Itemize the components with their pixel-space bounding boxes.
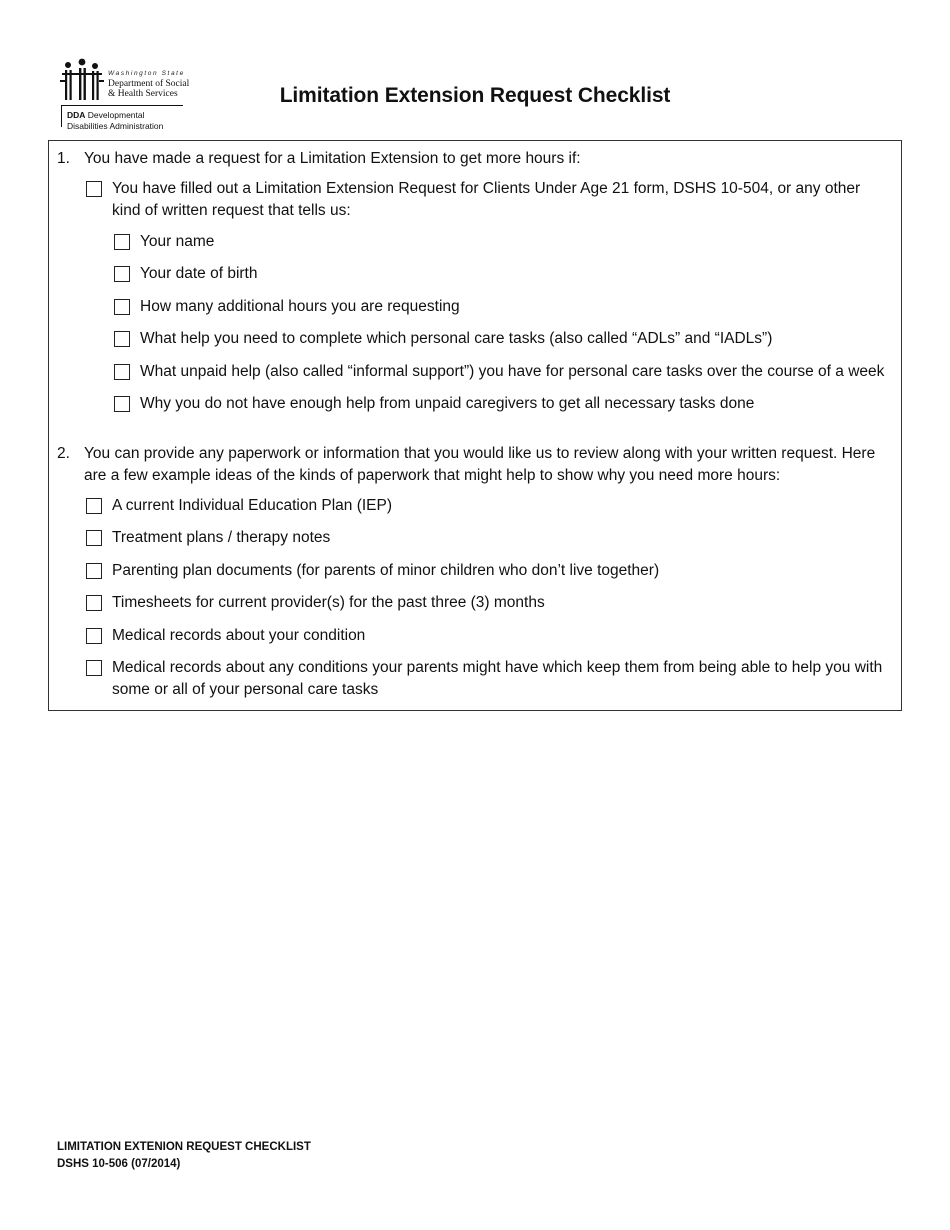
- logo-dda-line2: Disabilities Administration: [67, 120, 164, 131]
- written-request-label-line1: You have filled out a Limitation Extension Request for Clients Under Age 21 form, DSHS 10-504, or any other: [112, 180, 861, 197]
- unpaid-help-checkbox[interactable]: [114, 364, 130, 380]
- footer-form-number: DSHS 10-506 (07/2014): [57, 1158, 181, 1170]
- section1-number: 1.: [57, 150, 70, 167]
- page-title: Limitation Extension Request Checklist: [279, 84, 671, 107]
- parenting-plan-checkbox[interactable]: [86, 563, 102, 579]
- date-of-birth-checkbox[interactable]: [114, 266, 130, 282]
- date-of-birth-label: Your date of birth: [140, 265, 258, 282]
- additional-hours-label: How many additional hours you are requesting: [140, 298, 460, 315]
- iep-checkbox[interactable]: [86, 498, 102, 514]
- medical-records-parents-line1: Medical records about any conditions your parents might have which keep them from being able to help you with: [112, 659, 883, 676]
- treatment-plans-label: Treatment plans / therapy notes: [112, 529, 331, 546]
- help-needed-checkbox[interactable]: [114, 331, 130, 347]
- logo-dda-text: [67, 110, 163, 131]
- section2-number: 2.: [57, 445, 70, 462]
- parenting-plan-label: Parenting plan documents (for parents of minor children who don’t live together): [112, 562, 660, 579]
- medical-records-parents-line2: some or all of your personal care tasks: [112, 680, 379, 698]
- medical-records-condition-label: Medical records about your condition: [112, 627, 366, 644]
- additional-hours-checkbox[interactable]: [114, 299, 130, 315]
- help-needed-label: What help you need to complete which personal care tasks (also called “ADLs” and “IADLs”): [140, 330, 773, 347]
- timesheets-label: Timesheets for current provider(s) for the past three (3) months: [112, 594, 545, 611]
- logo-dda-line1: Developmental: [87, 110, 145, 120]
- logo-department-line2: & Health Services: [108, 89, 178, 99]
- logo-dda-abbr: DDA: [67, 110, 86, 120]
- section1-question: You have made a request for a Limitation Extension to get more hours if:: [84, 150, 581, 167]
- footer-form-title: LIMITATION EXTENION REQUEST CHECKLIST: [57, 1141, 311, 1153]
- written-request-checkbox[interactable]: [86, 181, 102, 197]
- logo-divider-vertical: [61, 105, 62, 127]
- treatment-plans-checkbox[interactable]: [86, 530, 102, 546]
- medical-records-parents-label: [112, 657, 882, 700]
- section2-question: [84, 443, 875, 486]
- section2-question-line2: are a few example ideas of the kinds of paperwork that might help to show why you need more hours:: [84, 466, 781, 484]
- logo-department-line1: Department of Social: [108, 79, 190, 89]
- unpaid-help-label: What unpaid help (also called “informal support”) you have for personal care tasks over the course of a week: [140, 363, 885, 380]
- your-name-checkbox[interactable]: [114, 234, 130, 250]
- written-request-label-line2: kind of written request that tells us:: [112, 201, 351, 219]
- not-enough-help-checkbox[interactable]: [114, 396, 130, 412]
- section2-question-line1: You can provide any paperwork or information that you would like us to review along with your written request. Here: [84, 445, 876, 462]
- written-request-label: [112, 178, 860, 221]
- iep-label: A current Individual Education Plan (IEP): [112, 497, 393, 514]
- logo-state-text: Washington State: [108, 70, 185, 77]
- not-enough-help-label: Why you do not have enough help from unpaid caregivers to get all necessary tasks done: [140, 395, 755, 412]
- medical-records-parents-checkbox[interactable]: [86, 660, 102, 676]
- timesheets-checkbox[interactable]: [86, 595, 102, 611]
- medical-records-condition-checkbox[interactable]: [86, 628, 102, 644]
- your-name-label: Your name: [140, 233, 215, 250]
